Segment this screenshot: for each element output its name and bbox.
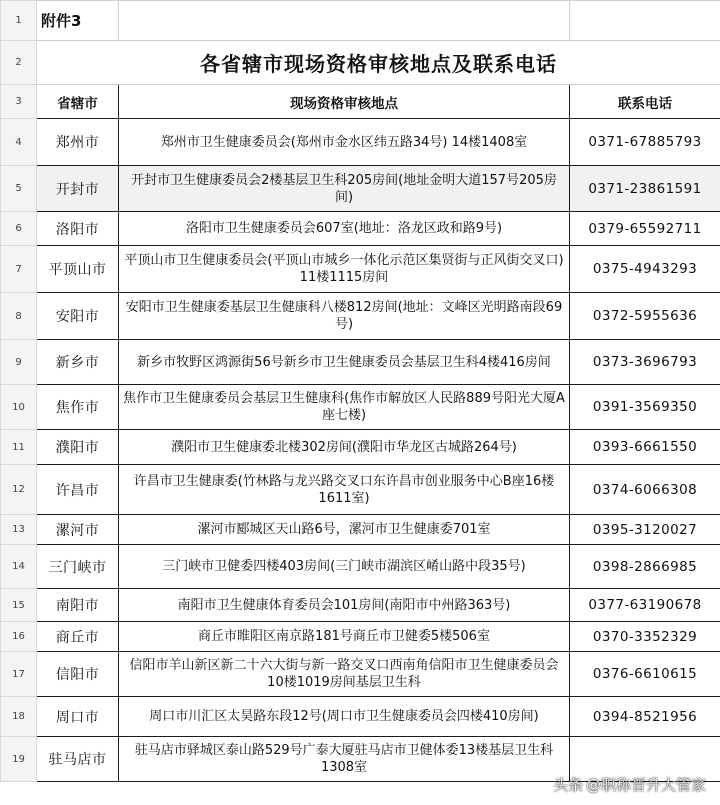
column-header-city: 省辖市 <box>37 85 119 119</box>
page-title: 各省辖市现场资格审核地点及联系电话 <box>37 41 720 85</box>
table-row <box>1 385 720 430</box>
phone-cell: 0393-6661550 <box>570 430 720 465</box>
row-number: 15 <box>1 589 37 622</box>
city-cell: 周口市 <box>37 697 119 737</box>
row-number: 10 <box>1 385 37 430</box>
table-row <box>1 430 720 465</box>
city-cell: 郑州市 <box>37 119 119 166</box>
address-cell: 洛阳市卫生健康委员会607室(地址：洛龙区政和路9号) <box>119 212 570 246</box>
row-number: 19 <box>1 737 37 782</box>
table-row <box>1 246 720 293</box>
address-cell: 许昌市卫生健康委(竹林路与龙兴路交叉口东许昌市创业服务中心B座16楼1611室) <box>119 465 570 515</box>
address-cell: 南阳市卫生健康体育委员会101房间(南阳市中州路363号) <box>119 589 570 622</box>
phone-cell: 0374-6066308 <box>570 465 720 515</box>
row-number: 14 <box>1 545 37 589</box>
empty-cell <box>570 1 720 41</box>
row-number: 11 <box>1 430 37 465</box>
phone-cell: 0377-63190678 <box>570 589 720 622</box>
row-number: 1 <box>1 1 37 41</box>
table-row <box>1 166 720 212</box>
city-cell: 开封市 <box>37 166 119 212</box>
table-row <box>1 340 720 385</box>
address-cell: 平顶山市卫生健康委员会(平顶山市城乡一体化示范区集贤街与正风街交叉口) 11楼1115房间 <box>119 246 570 293</box>
phone-cell: 0398-2866985 <box>570 545 720 589</box>
row-number: 5 <box>1 166 37 212</box>
address-cell: 信阳市羊山新区新二十六大街与新一路交叉口西南角信阳市卫生健康委员会10楼1019房间基层卫生科 <box>119 652 570 697</box>
phone-cell: 0379-65592711 <box>570 212 720 246</box>
phone-cell: 0395-3120027 <box>570 515 720 545</box>
address-cell: 焦作市卫生健康委员会基层卫生健康科(焦作市解放区人民路889号阳光大厦A座七楼) <box>119 385 570 430</box>
row-number: 6 <box>1 212 37 246</box>
address-cell: 漯河市郾城区天山路6号，漯河市卫生健康委701室 <box>119 515 570 545</box>
address-cell: 郑州市卫生健康委员会(郑州市金水区纬五路34号) 14楼1408室 <box>119 119 570 166</box>
table-row <box>1 465 720 515</box>
address-cell: 濮阳市卫生健康委北楼302房间(濮阳市华龙区古城路264号) <box>119 430 570 465</box>
city-cell: 焦作市 <box>37 385 119 430</box>
city-cell: 驻马店市 <box>37 737 119 782</box>
city-cell: 安阳市 <box>37 293 119 340</box>
phone-cell: 0373-3696793 <box>570 340 720 385</box>
header-row <box>1 85 720 119</box>
address-cell: 驻马店市驿城区泰山路529号广泰大厦驻马店市卫健体委13楼基层卫生科1308室 <box>119 737 570 782</box>
city-cell: 信阳市 <box>37 652 119 697</box>
phone-cell: 0376-6610615 <box>570 652 720 697</box>
city-cell: 商丘市 <box>37 622 119 652</box>
column-header-address: 现场资格审核地点 <box>119 85 570 119</box>
address-cell: 安阳市卫生健康委基层卫生健康科八楼812房间(地址：文峰区光明路南段69号) <box>119 293 570 340</box>
row-number: 17 <box>1 652 37 697</box>
city-cell: 新乡市 <box>37 340 119 385</box>
address-cell: 开封市卫生健康委员会2楼基层卫生科205房间(地址金明大道157号205房间) <box>119 166 570 212</box>
watermark-prefix: 头条 <box>552 776 583 794</box>
table-row <box>1 697 720 737</box>
row-number: 3 <box>1 85 37 119</box>
table-row <box>1 293 720 340</box>
column-header-phone: 联系电话 <box>570 85 720 119</box>
sheet-row <box>1 41 720 85</box>
city-cell: 平顶山市 <box>37 246 119 293</box>
row-number: 18 <box>1 697 37 737</box>
row-number: 8 <box>1 293 37 340</box>
city-cell: 漯河市 <box>37 515 119 545</box>
table-row <box>1 119 720 166</box>
row-number: 9 <box>1 340 37 385</box>
city-cell: 南阳市 <box>37 589 119 622</box>
row-number: 2 <box>1 41 37 85</box>
table-row <box>1 515 720 545</box>
row-number: 13 <box>1 515 37 545</box>
table-row <box>1 589 720 622</box>
row-number: 4 <box>1 119 37 166</box>
address-cell: 周口市川汇区太昊路东段12号(周口市卫生健康委员会四楼410房间) <box>119 697 570 737</box>
table-row <box>1 545 720 589</box>
phone-cell: 0371-67885793 <box>570 119 720 166</box>
city-cell: 许昌市 <box>37 465 119 515</box>
row-number: 12 <box>1 465 37 515</box>
city-cell: 濮阳市 <box>37 430 119 465</box>
address-cell: 商丘市睢阳区南京路181号商丘市卫健委5楼506室 <box>119 622 570 652</box>
watermark <box>553 774 706 795</box>
address-cell: 新乡市牧野区鸿源街56号新乡市卫生健康委员会基层卫生科4楼416房间 <box>119 340 570 385</box>
phone-cell: 0391-3569350 <box>570 385 720 430</box>
table-row <box>1 212 720 246</box>
table-row <box>1 622 720 652</box>
row-number: 7 <box>1 246 37 293</box>
sheet-row <box>1 1 720 41</box>
phone-cell: 0394-8521956 <box>570 697 720 737</box>
table-row <box>1 652 720 697</box>
phone-cell: 0372-5955636 <box>570 293 720 340</box>
city-cell: 洛阳市 <box>37 212 119 246</box>
watermark-handle: @职称晋升大管家 <box>585 776 706 794</box>
phone-cell: 0371-23861591 <box>570 166 720 212</box>
address-cell: 三门峡市卫健委四楼403房间(三门峡市湖滨区崤山路中段35号) <box>119 545 570 589</box>
empty-cell <box>119 1 570 41</box>
city-cell: 三门峡市 <box>37 545 119 589</box>
attachment-label: 附件3 <box>37 1 119 41</box>
phone-cell: 0370-3352329 <box>570 622 720 652</box>
phone-cell: 0375-4943293 <box>570 246 720 293</box>
row-number: 16 <box>1 622 37 652</box>
